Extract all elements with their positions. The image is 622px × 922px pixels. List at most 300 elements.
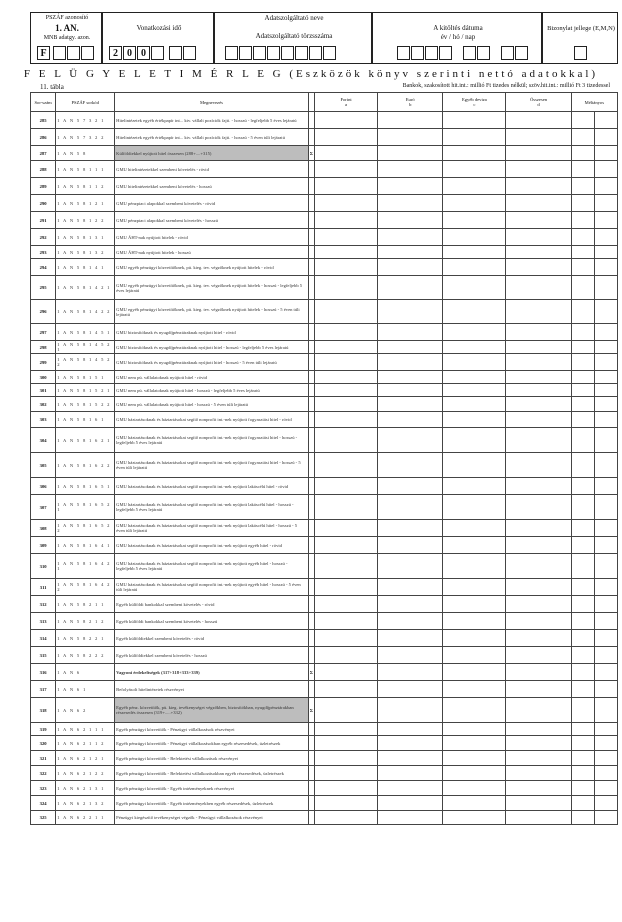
note-cell[interactable] bbox=[594, 178, 617, 195]
euro-cell[interactable] bbox=[378, 195, 443, 212]
euro-cell[interactable] bbox=[378, 495, 443, 520]
forint-cell[interactable] bbox=[315, 613, 378, 630]
euro-cell[interactable] bbox=[378, 259, 443, 276]
note-cell[interactable] bbox=[571, 300, 594, 324]
note-cell[interactable] bbox=[594, 354, 617, 371]
row-code: 1 A N 5 8 1 5 1 bbox=[56, 371, 115, 384]
note-cell[interactable] bbox=[571, 276, 594, 300]
date-cell[interactable] bbox=[463, 46, 476, 60]
row-description: GMU egyéb pénzügyi közvetítőknek, pü. kieg. tev. végzőknek nyújtott hitelek - hosszú - 5 éven túli lejáratú bbox=[115, 300, 309, 324]
row-number: 305 bbox=[31, 453, 56, 478]
reg-cell[interactable] bbox=[323, 46, 336, 60]
total-cell[interactable] bbox=[506, 751, 571, 766]
row-description: GMU háztartásoknak és háztartásokat segítő nonprofit int.-nek nyújtott egyéb hitel - hosszú - 5 éven túli lejáratú bbox=[115, 579, 309, 596]
row-description: GMU pénzpiaci alapokkal szembeni követelés - rövid bbox=[115, 195, 309, 212]
total-cell[interactable] bbox=[506, 781, 571, 796]
other-fx-cell[interactable] bbox=[443, 195, 506, 212]
total-cell[interactable] bbox=[506, 579, 571, 596]
other-fx-cell[interactable] bbox=[443, 112, 506, 129]
total-cell[interactable] bbox=[506, 324, 571, 341]
provider-box bbox=[214, 12, 372, 64]
note-cell[interactable] bbox=[571, 554, 594, 579]
note-cell[interactable] bbox=[594, 579, 617, 596]
row-code: 1 A N 5 8 1 4 5 1 bbox=[56, 324, 115, 341]
note-cell[interactable] bbox=[571, 324, 594, 341]
note-cell[interactable] bbox=[594, 259, 617, 276]
note-cell[interactable] bbox=[571, 664, 594, 681]
forint-cell[interactable] bbox=[315, 428, 378, 453]
total-cell[interactable] bbox=[506, 520, 571, 537]
total-cell[interactable] bbox=[506, 613, 571, 630]
note-cell[interactable] bbox=[594, 495, 617, 520]
note-cell[interactable] bbox=[594, 520, 617, 537]
total-cell[interactable] bbox=[506, 259, 571, 276]
euro-cell[interactable] bbox=[378, 276, 443, 300]
other-fx-cell[interactable] bbox=[443, 520, 506, 537]
total-cell[interactable] bbox=[506, 161, 571, 178]
other-fx-cell[interactable] bbox=[443, 212, 506, 229]
other-fx-cell[interactable] bbox=[443, 596, 506, 613]
note-cell[interactable] bbox=[571, 537, 594, 554]
note-cell[interactable] bbox=[571, 146, 594, 161]
row-number: 285 bbox=[31, 112, 56, 129]
col-other-fx-label: Egyéb deviza bbox=[461, 97, 487, 102]
euro-cell[interactable] bbox=[378, 478, 443, 495]
other-fx-cell[interactable] bbox=[443, 259, 506, 276]
date-cell[interactable] bbox=[411, 46, 424, 60]
table-row bbox=[31, 212, 618, 229]
note-cell[interactable] bbox=[594, 613, 617, 630]
other-fx-cell[interactable] bbox=[443, 647, 506, 664]
note-cell[interactable] bbox=[571, 736, 594, 751]
total-cell[interactable] bbox=[506, 723, 571, 736]
other-fx-cell[interactable] bbox=[443, 161, 506, 178]
col-row-no: Sor-szám bbox=[31, 93, 56, 112]
other-fx-cell[interactable] bbox=[443, 579, 506, 596]
table-row bbox=[31, 276, 618, 300]
note-cell[interactable] bbox=[594, 736, 617, 751]
note-cell[interactable] bbox=[571, 579, 594, 596]
total-cell[interactable] bbox=[506, 428, 571, 453]
forint-cell[interactable] bbox=[315, 161, 378, 178]
date-cell[interactable] bbox=[425, 46, 438, 60]
forint-cell[interactable] bbox=[315, 681, 378, 698]
total-cell[interactable] bbox=[506, 796, 571, 811]
other-fx-cell[interactable] bbox=[443, 129, 506, 146]
euro-cell[interactable] bbox=[378, 146, 443, 161]
total-cell[interactable] bbox=[506, 300, 571, 324]
note-cell[interactable] bbox=[571, 766, 594, 781]
note-cell[interactable] bbox=[594, 537, 617, 554]
note-cell[interactable] bbox=[594, 751, 617, 766]
euro-cell[interactable] bbox=[378, 781, 443, 796]
other-fx-cell[interactable] bbox=[443, 371, 506, 384]
note-cell[interactable] bbox=[594, 766, 617, 781]
note-cell[interactable] bbox=[594, 453, 617, 478]
total-cell[interactable] bbox=[506, 246, 571, 259]
forint-cell[interactable] bbox=[315, 647, 378, 664]
euro-cell[interactable] bbox=[378, 324, 443, 341]
total-cell[interactable] bbox=[506, 129, 571, 146]
other-fx-cell[interactable] bbox=[443, 630, 506, 647]
forint-cell[interactable] bbox=[315, 751, 378, 766]
note-cell[interactable] bbox=[571, 397, 594, 412]
euro-cell[interactable] bbox=[378, 428, 443, 453]
forint-cell[interactable] bbox=[315, 341, 378, 354]
euro-cell[interactable] bbox=[378, 751, 443, 766]
total-cell[interactable] bbox=[506, 341, 571, 354]
euro-cell[interactable] bbox=[378, 453, 443, 478]
forint-cell[interactable] bbox=[315, 412, 378, 428]
forint-cell[interactable] bbox=[315, 766, 378, 781]
note-cell[interactable] bbox=[571, 195, 594, 212]
total-cell[interactable] bbox=[506, 766, 571, 781]
reg-cell[interactable] bbox=[225, 46, 238, 60]
row-description: Vagyoni érdekeltségek (317+318+333+339) bbox=[115, 664, 309, 681]
row-number: 293 bbox=[31, 246, 56, 259]
other-fx-cell[interactable] bbox=[443, 766, 506, 781]
total-cell[interactable] bbox=[506, 178, 571, 195]
euro-cell[interactable] bbox=[378, 178, 443, 195]
reg-cell[interactable] bbox=[253, 46, 266, 60]
euro-cell[interactable] bbox=[378, 811, 443, 825]
euro-cell[interactable] bbox=[378, 554, 443, 579]
note-cell[interactable] bbox=[571, 751, 594, 766]
total-cell[interactable] bbox=[506, 537, 571, 554]
total-cell[interactable] bbox=[506, 412, 571, 428]
other-fx-cell[interactable] bbox=[443, 428, 506, 453]
other-fx-cell[interactable] bbox=[443, 324, 506, 341]
note-cell[interactable] bbox=[594, 723, 617, 736]
total-cell[interactable] bbox=[506, 384, 571, 397]
note-cell[interactable] bbox=[571, 647, 594, 664]
other-fx-cell[interactable] bbox=[443, 781, 506, 796]
note-cell[interactable] bbox=[594, 681, 617, 698]
row-code: 1 A N 6 2 1 2 1 bbox=[56, 751, 115, 766]
euro-cell[interactable] bbox=[378, 796, 443, 811]
row-code: 1 A N 6 2 bbox=[56, 698, 115, 723]
total-cell[interactable] bbox=[506, 698, 571, 723]
other-fx-cell[interactable] bbox=[443, 412, 506, 428]
other-fx-cell[interactable] bbox=[443, 453, 506, 478]
reg-cell[interactable] bbox=[239, 46, 252, 60]
note-cell[interactable] bbox=[571, 161, 594, 178]
reg-cell[interactable] bbox=[267, 46, 280, 60]
euro-cell[interactable] bbox=[378, 537, 443, 554]
col-forint-label: Forint bbox=[340, 97, 352, 102]
other-fx-cell[interactable] bbox=[443, 478, 506, 495]
total-cell[interactable] bbox=[506, 212, 571, 229]
note-cell[interactable] bbox=[594, 195, 617, 212]
other-fx-cell[interactable] bbox=[443, 178, 506, 195]
note-cell[interactable] bbox=[571, 246, 594, 259]
total-cell[interactable] bbox=[506, 596, 571, 613]
forint-cell[interactable] bbox=[315, 630, 378, 647]
row-number: 308 bbox=[31, 520, 56, 537]
note-cell[interactable] bbox=[571, 229, 594, 246]
other-fx-cell[interactable] bbox=[443, 354, 506, 371]
date-cell[interactable] bbox=[397, 46, 410, 60]
euro-cell[interactable] bbox=[378, 300, 443, 324]
row-number: 318 bbox=[31, 698, 56, 723]
forint-cell[interactable] bbox=[315, 495, 378, 520]
forint-cell[interactable] bbox=[315, 324, 378, 341]
other-fx-cell[interactable] bbox=[443, 796, 506, 811]
note-cell[interactable] bbox=[594, 112, 617, 129]
total-cell[interactable] bbox=[506, 453, 571, 478]
euro-cell[interactable] bbox=[378, 723, 443, 736]
forint-cell[interactable] bbox=[315, 146, 378, 161]
other-fx-cell[interactable] bbox=[443, 246, 506, 259]
note-cell[interactable] bbox=[594, 276, 617, 300]
note-cell[interactable] bbox=[594, 384, 617, 397]
other-fx-cell[interactable] bbox=[443, 698, 506, 723]
euro-cell[interactable] bbox=[378, 229, 443, 246]
euro-cell[interactable] bbox=[378, 613, 443, 630]
note-cell[interactable] bbox=[571, 478, 594, 495]
total-cell[interactable] bbox=[506, 371, 571, 384]
forint-cell[interactable] bbox=[315, 596, 378, 613]
note-cell[interactable] bbox=[594, 554, 617, 579]
other-fx-cell[interactable] bbox=[443, 751, 506, 766]
note-cell[interactable] bbox=[571, 371, 594, 384]
euro-cell[interactable] bbox=[378, 354, 443, 371]
total-cell[interactable] bbox=[506, 811, 571, 825]
row-description: GMU háztartásoknak és háztartásokat segítő nonprofit int.-nek nyújtott lakáscélú hitel - hosszú - legfeljebb 5 éves lejáratú bbox=[115, 495, 309, 520]
note-cell[interactable] bbox=[571, 596, 594, 613]
note-cell[interactable] bbox=[594, 324, 617, 341]
date-cell[interactable] bbox=[439, 46, 452, 60]
other-fx-cell[interactable] bbox=[443, 397, 506, 412]
euro-cell[interactable] bbox=[378, 341, 443, 354]
other-fx-cell[interactable] bbox=[443, 554, 506, 579]
other-fx-cell[interactable] bbox=[443, 613, 506, 630]
mnb-cell[interactable] bbox=[67, 46, 80, 60]
note-cell[interactable] bbox=[594, 161, 617, 178]
euro-cell[interactable] bbox=[378, 647, 443, 664]
euro-cell[interactable] bbox=[378, 736, 443, 751]
forint-cell[interactable] bbox=[315, 259, 378, 276]
confidential-input[interactable] bbox=[574, 46, 587, 60]
note-cell[interactable] bbox=[571, 341, 594, 354]
euro-cell[interactable] bbox=[378, 698, 443, 723]
total-cell[interactable] bbox=[506, 630, 571, 647]
forint-cell[interactable] bbox=[315, 698, 378, 723]
total-cell[interactable] bbox=[506, 229, 571, 246]
note-cell[interactable] bbox=[594, 341, 617, 354]
forint-cell[interactable] bbox=[315, 212, 378, 229]
mnb-cell[interactable] bbox=[53, 46, 66, 60]
note-cell[interactable] bbox=[571, 112, 594, 129]
total-cell[interactable] bbox=[506, 112, 571, 129]
note-cell[interactable] bbox=[571, 698, 594, 723]
forint-cell[interactable] bbox=[315, 453, 378, 478]
total-cell[interactable] bbox=[506, 354, 571, 371]
note-cell[interactable] bbox=[594, 428, 617, 453]
note-cell[interactable] bbox=[594, 371, 617, 384]
other-fx-cell[interactable] bbox=[443, 811, 506, 825]
note-cell[interactable] bbox=[594, 212, 617, 229]
note-cell[interactable] bbox=[571, 178, 594, 195]
reg-cell[interactable] bbox=[309, 46, 322, 60]
other-fx-cell[interactable] bbox=[443, 229, 506, 246]
euro-cell[interactable] bbox=[378, 681, 443, 698]
forint-cell[interactable] bbox=[315, 781, 378, 796]
row-description: Egyéb pénzügyi közvetítők - Befektetési vállalkozásokban egyéb részesedések, üzletrészek bbox=[115, 766, 309, 781]
forint-cell[interactable] bbox=[315, 229, 378, 246]
forint-cell[interactable] bbox=[315, 579, 378, 596]
forint-cell[interactable] bbox=[315, 554, 378, 579]
total-cell[interactable] bbox=[506, 195, 571, 212]
note-cell[interactable] bbox=[594, 796, 617, 811]
other-fx-cell[interactable] bbox=[443, 736, 506, 751]
note-cell[interactable] bbox=[571, 781, 594, 796]
year-digit-input[interactable] bbox=[151, 46, 164, 60]
reg-cell[interactable] bbox=[295, 46, 308, 60]
note-cell[interactable] bbox=[571, 453, 594, 478]
forint-cell[interactable] bbox=[315, 796, 378, 811]
euro-cell[interactable] bbox=[378, 596, 443, 613]
forint-cell[interactable] bbox=[315, 478, 378, 495]
euro-cell[interactable] bbox=[378, 212, 443, 229]
note-cell[interactable] bbox=[571, 384, 594, 397]
note-cell[interactable] bbox=[594, 397, 617, 412]
other-fx-cell[interactable] bbox=[443, 341, 506, 354]
total-cell[interactable] bbox=[506, 736, 571, 751]
col-note: Méltányos bbox=[571, 93, 617, 112]
month-input[interactable] bbox=[169, 46, 182, 60]
note-cell[interactable] bbox=[571, 630, 594, 647]
other-fx-cell[interactable] bbox=[443, 276, 506, 300]
note-cell[interactable] bbox=[594, 129, 617, 146]
forint-cell[interactable] bbox=[315, 723, 378, 736]
forint-cell[interactable] bbox=[315, 300, 378, 324]
date-cell[interactable] bbox=[477, 46, 490, 60]
forint-cell[interactable] bbox=[315, 354, 378, 371]
row-number: 314 bbox=[31, 630, 56, 647]
note-cell[interactable] bbox=[594, 246, 617, 259]
note-cell[interactable] bbox=[571, 681, 594, 698]
note-cell[interactable] bbox=[594, 478, 617, 495]
row-number: 299 bbox=[31, 354, 56, 371]
note-cell[interactable] bbox=[571, 129, 594, 146]
forint-cell[interactable] bbox=[315, 384, 378, 397]
total-cell[interactable] bbox=[506, 146, 571, 161]
forint-cell[interactable] bbox=[315, 520, 378, 537]
total-cell[interactable] bbox=[506, 664, 571, 681]
other-fx-cell[interactable] bbox=[443, 681, 506, 698]
forint-cell[interactable] bbox=[315, 195, 378, 212]
note-cell[interactable] bbox=[594, 412, 617, 428]
note-cell[interactable] bbox=[571, 723, 594, 736]
date-cell[interactable] bbox=[515, 46, 528, 60]
euro-cell[interactable] bbox=[378, 129, 443, 146]
note-cell[interactable] bbox=[571, 428, 594, 453]
note-cell[interactable] bbox=[571, 212, 594, 229]
date-cell[interactable] bbox=[501, 46, 514, 60]
note-cell[interactable] bbox=[571, 259, 594, 276]
row-description: GMU nem pü. vállalatoknak nyújtott hitel - rövid bbox=[115, 371, 309, 384]
total-cell[interactable] bbox=[506, 478, 571, 495]
note-cell[interactable] bbox=[594, 300, 617, 324]
forint-cell[interactable] bbox=[315, 811, 378, 825]
euro-cell[interactable] bbox=[378, 397, 443, 412]
note-cell[interactable] bbox=[594, 229, 617, 246]
row-description: GMU háztartásoknak és háztartásokat segítő nonprofit int.-nek nyújtott fogyasztási hitel - hosszú - 5 éven túli lejáratú bbox=[115, 453, 309, 478]
other-fx-cell[interactable] bbox=[443, 664, 506, 681]
row-code: 1 A N 5 8 1 5 2 2 bbox=[56, 397, 115, 412]
euro-cell[interactable] bbox=[378, 579, 443, 596]
total-cell[interactable] bbox=[506, 681, 571, 698]
note-cell[interactable] bbox=[594, 146, 617, 161]
note-cell[interactable] bbox=[594, 647, 617, 664]
other-fx-cell[interactable] bbox=[443, 537, 506, 554]
other-fx-cell[interactable] bbox=[443, 495, 506, 520]
other-fx-cell[interactable] bbox=[443, 723, 506, 736]
euro-cell[interactable] bbox=[378, 664, 443, 681]
forint-cell[interactable] bbox=[315, 112, 378, 129]
forint-cell[interactable] bbox=[315, 664, 378, 681]
total-cell[interactable] bbox=[506, 276, 571, 300]
reg-cell[interactable] bbox=[281, 46, 294, 60]
forint-cell[interactable] bbox=[315, 736, 378, 751]
total-cell[interactable] bbox=[506, 554, 571, 579]
note-cell[interactable] bbox=[571, 520, 594, 537]
table-row bbox=[31, 428, 618, 453]
euro-cell[interactable] bbox=[378, 766, 443, 781]
euro-cell[interactable] bbox=[378, 246, 443, 259]
note-cell[interactable] bbox=[571, 811, 594, 825]
forint-cell[interactable] bbox=[315, 397, 378, 412]
row-number: 303 bbox=[31, 412, 56, 428]
note-cell[interactable] bbox=[594, 596, 617, 613]
forint-cell[interactable] bbox=[315, 129, 378, 146]
euro-cell[interactable] bbox=[378, 412, 443, 428]
note-cell[interactable] bbox=[594, 630, 617, 647]
total-cell[interactable] bbox=[506, 647, 571, 664]
other-fx-cell[interactable] bbox=[443, 300, 506, 324]
euro-cell[interactable] bbox=[378, 630, 443, 647]
euro-cell[interactable] bbox=[378, 384, 443, 397]
note-cell[interactable] bbox=[571, 613, 594, 630]
note-cell[interactable] bbox=[571, 796, 594, 811]
euro-cell[interactable] bbox=[378, 371, 443, 384]
other-fx-cell[interactable] bbox=[443, 146, 506, 161]
note-cell[interactable] bbox=[571, 354, 594, 371]
euro-cell[interactable] bbox=[378, 161, 443, 178]
note-cell[interactable] bbox=[571, 412, 594, 428]
total-cell[interactable] bbox=[506, 397, 571, 412]
forint-cell[interactable] bbox=[315, 276, 378, 300]
month-input[interactable] bbox=[183, 46, 196, 60]
total-cell[interactable] bbox=[506, 495, 571, 520]
euro-cell[interactable] bbox=[378, 112, 443, 129]
forint-cell[interactable] bbox=[315, 537, 378, 554]
other-fx-cell[interactable] bbox=[443, 384, 506, 397]
euro-cell[interactable] bbox=[378, 520, 443, 537]
mnb-cell[interactable] bbox=[81, 46, 94, 60]
row-description: GMU egyéb pénzügyi közvetítőknek, pü. kieg. tev. végzőknek nyújtott hitelek - hosszú - legfeljebb 5 éves lejáratú bbox=[115, 276, 309, 300]
note-cell[interactable] bbox=[594, 811, 617, 825]
note-cell[interactable] bbox=[594, 698, 617, 723]
row-description: GMU biztosítóknak és nyugdíjpénztáraknak nyújtott hitel - hosszú - 5 éven túli lejáratú bbox=[115, 354, 309, 371]
forint-cell[interactable] bbox=[315, 371, 378, 384]
forint-cell[interactable] bbox=[315, 178, 378, 195]
note-cell[interactable] bbox=[594, 781, 617, 796]
forint-cell[interactable] bbox=[315, 246, 378, 259]
note-cell[interactable] bbox=[594, 664, 617, 681]
note-cell[interactable] bbox=[571, 495, 594, 520]
